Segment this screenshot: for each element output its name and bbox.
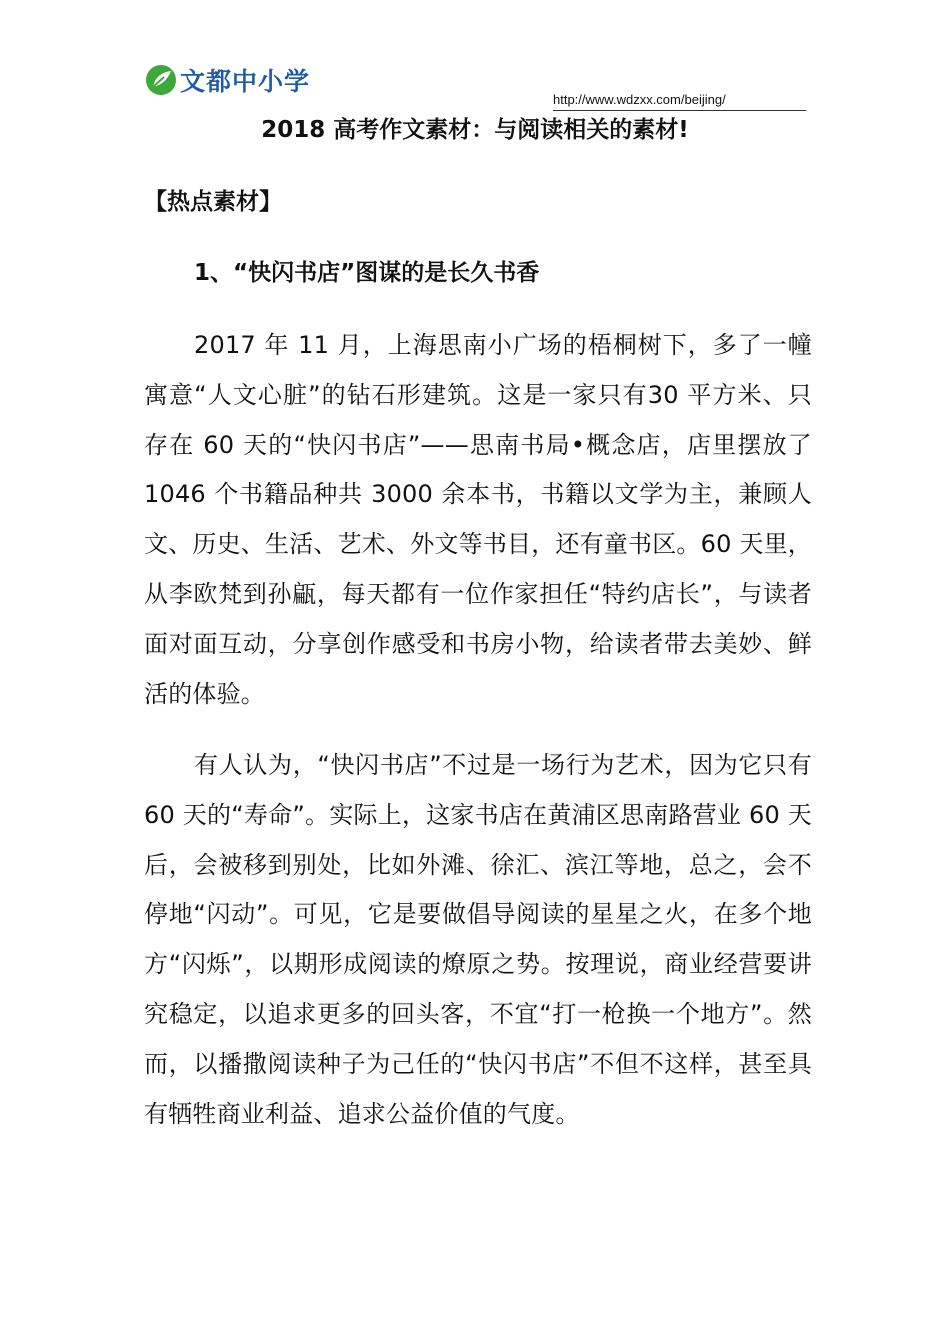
leaf-logo-icon [144,63,178,97]
brand-logo [144,60,310,100]
paragraph-1: 2017 年 11 月，上海思南小广场的梧桐树下，多了一幢寓意“人文心脏”的钻石形建筑。这是一家只有30 平方米、只存在 60 天的“快闪书店”——思南书局•概念店，店里摆放了 1046 个书籍品种共 3000 余本书，书籍以文学为主，兼顾人文、历史、生活、艺术、外文等书目，还有童书区。60 天里，从李欧梵到孙甂，每天都有一位作家担任“特约店长”，与读者面对面互动，分享创作感受和书房小物，给读者带去美妙、鲜活的体验。 [144,331,812,708]
subheading: 1、“快闪书店”图谋的是长久书香 [194,260,540,286]
site-url-link[interactable]: http://www.wdzxx.com/beijing/ [553,92,806,111]
document-title: 2018 高考作文素材：与阅读相关的素材! [261,117,689,143]
paragraph-2: 有人认为，“快闪书店”不过是一场行为艺术，因为它只有 60 天的“寿命”。实际上，这家书店在黄浦区思南路营业 60 天后，会被移到别处，比如外滩、徐汇、滨江等地，总之，会不停地“闪动”。可见，它是要做倡导阅读的星星之火，在多个地方“闪烁”，以期形成阅读的燎原之势。按理说，商业经营要讲究稳定，以追求更多的回头客，不宜“打一枪换一个地方”。然而，以播撒阅读种子为己任的“快闪书店”不但不这样，甚至具有牺牲商业利益、追求公益价值的气度。 [144,751,812,1128]
logo-text: 文都中小学 [180,67,311,96]
section-heading: 【热点素材】 [144,189,282,215]
